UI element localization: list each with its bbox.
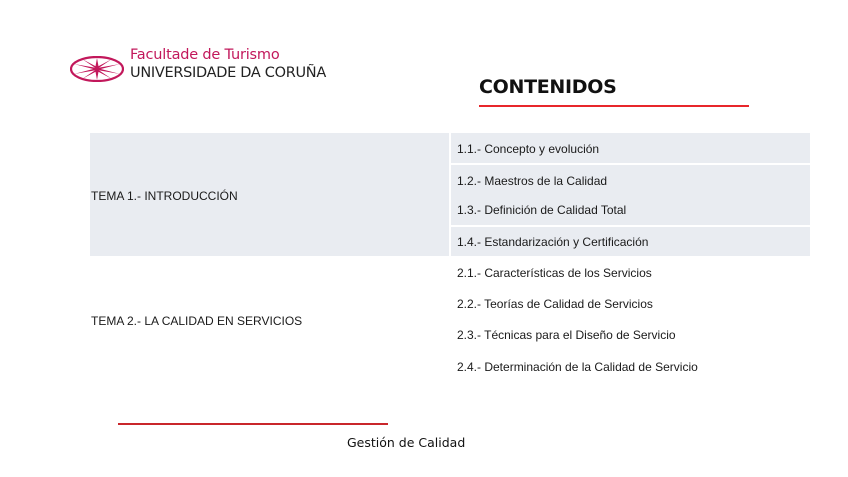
row-divider bbox=[450, 163, 810, 165]
title-underline bbox=[479, 105, 749, 107]
footer-text: Gestión de Calidad bbox=[347, 435, 466, 450]
list-item: 1.1.- Concepto y evolución bbox=[457, 142, 600, 156]
university-name: UNIVERSIDADE DA CORUÑA bbox=[130, 65, 326, 81]
list-item: 1.3.- Definición de Calidad Total bbox=[457, 203, 627, 217]
university-emblem-icon bbox=[70, 56, 124, 82]
list-item: 2.2.- Teorías de Calidad de Servicios bbox=[457, 297, 653, 311]
university-logo bbox=[70, 46, 326, 86]
tema-2-label: TEMA 2.- LA CALIDAD EN SERVICIOS bbox=[91, 314, 303, 328]
list-item: 1.2.- Maestros de la Calidad bbox=[457, 174, 608, 188]
footer-rule bbox=[118, 423, 388, 425]
list-item: 2.1.- Características de los Servicios bbox=[457, 266, 652, 280]
tema-1-label: TEMA 1.- INTRODUCCIÓN bbox=[91, 189, 238, 203]
list-item: 2.3.- Técnicas para el Diseño de Servicio bbox=[457, 328, 676, 342]
column-divider bbox=[449, 133, 451, 256]
faculty-name: Facultade de Turismo bbox=[130, 47, 280, 63]
list-item: 2.4.- Determinación de la Calidad de Servicio bbox=[457, 360, 698, 374]
list-item: 1.4.- Estandarización y Certificación bbox=[457, 235, 649, 249]
row-divider bbox=[450, 225, 810, 227]
page-title: CONTENIDOS bbox=[479, 76, 617, 98]
